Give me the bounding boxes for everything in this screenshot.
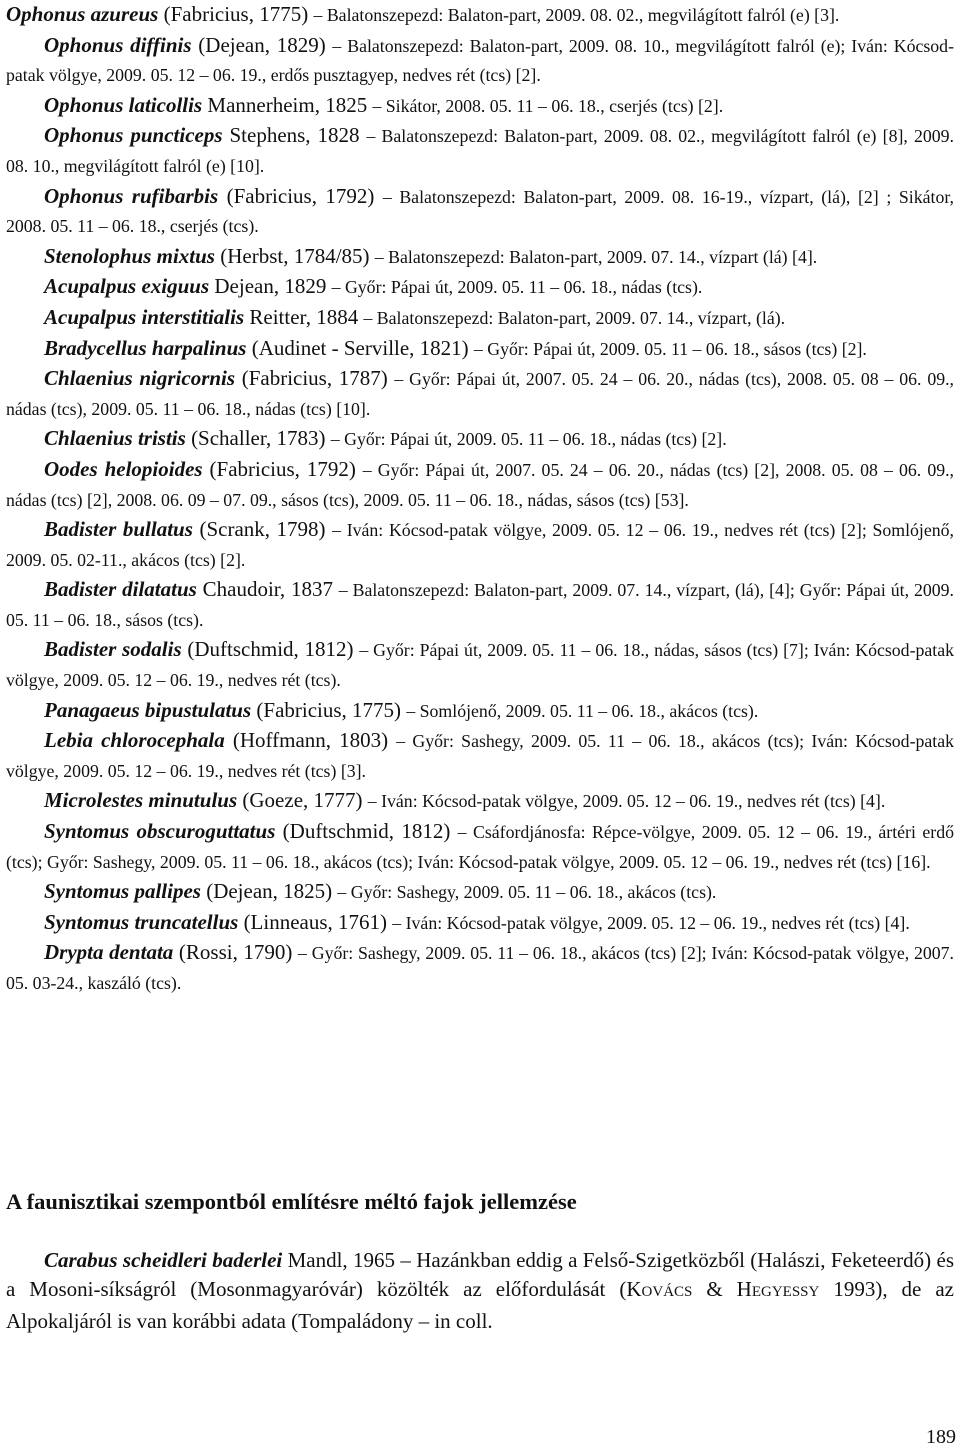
species-author: (Audinet - Serville, 1821) bbox=[246, 335, 474, 360]
species-name: Badister bullatus bbox=[44, 517, 193, 542]
species-name: Acupalpus exiguus bbox=[44, 274, 210, 299]
species-locality: – Győr: Sashegy, 2009. 05. 11 – 06. 18., akácos (tcs). bbox=[337, 882, 717, 903]
species-entry bbox=[6, 575, 954, 635]
species-locality: – Balatonszepezd: Balaton-part, 2009. 07. 14., vízpart (lá) [4]. bbox=[374, 246, 818, 267]
species-author: (Fabricius, 1775) bbox=[251, 697, 407, 722]
species-entry bbox=[6, 91, 954, 122]
species-entry bbox=[6, 726, 954, 786]
species-locality: – Balatonszepezd: Balaton-part, 2009. 08. 10., megvilágított falról (e); Iván: Kócsod-patak völgye, 2009. 05. 12 – 06. 19., erdős pusztagyep, nedves rét (tcs) [2]. bbox=[6, 35, 954, 86]
species-author: (Dejean, 1825) bbox=[200, 879, 338, 904]
species-locality: – Győr: Pápai út, 2007. 05. 24 – 06. 20., nádas (tcs), 2008. 05. 08 – 06. 09., nádas (tcs), 2009. 05. 11 – 06. 18., nádas (tcs) [10]. bbox=[6, 369, 954, 419]
species-name: Drypta dentata bbox=[44, 940, 174, 965]
species-entry bbox=[6, 515, 954, 575]
species-name: Oodes helopioides bbox=[44, 456, 203, 481]
species-name: Lebia chlorocephala bbox=[44, 728, 225, 753]
species-name: Ophonus diffinis bbox=[44, 32, 192, 57]
species-entry bbox=[6, 817, 954, 877]
species-author: (Goeze, 1777) bbox=[237, 788, 368, 813]
species-entry bbox=[6, 303, 954, 334]
species-author: (Fabricius, 1792) bbox=[202, 456, 363, 481]
species-name: Syntomus pallipes bbox=[44, 879, 201, 904]
species-author: (Scrank, 1798) bbox=[192, 517, 333, 542]
species-list bbox=[6, 0, 954, 999]
species-entry bbox=[6, 121, 954, 181]
species-name: Ophonus puncticeps bbox=[44, 123, 223, 148]
species-name: Badister dilatatus bbox=[44, 577, 197, 602]
species-locality: – Balatonszepezd: Balaton-part, 2009. 07. 14., vízpart, (lá), [4]; Győr: Pápai út, 2009. 05. 11 – 06. 18., sásos (tcs). bbox=[6, 580, 954, 630]
species-locality: – Győr: Pápai út, 2009. 05. 11 – 06. 18., nádas (tcs) [2]. bbox=[330, 429, 727, 450]
species-entry bbox=[6, 364, 954, 424]
species-author: (Dejean, 1829) bbox=[191, 32, 333, 57]
species-locality: – Balatonszepezd: Balaton-part, 2009. 08. 16-19., vízpart, (lá), [2] ; Sikátor, 2008. 05. 11 – 06. 18., cserjés (tcs). bbox=[6, 186, 954, 237]
species-locality: – Győr: Pápai út, 2007. 05. 24 – 06. 20., nádas (tcs) [2], 2008. 05. 08 – 06. 09., nádas (tcs) [2], 2008. 06. 09 – 07. 09., sásos (tcs), 2009. 05. 11 – 06. 18., nádas, sásos (tcs) [53]. bbox=[6, 459, 955, 510]
species-author: (Linneaus, 1761) bbox=[238, 909, 393, 934]
species-paragraph bbox=[6, 1246, 954, 1337]
species-author: (Hoffmann, 1803) bbox=[224, 728, 397, 753]
paragraph-text: Mandl, 1965 – Hazánkban eddig a Felső-Szigetközből (Halászi, Feketeerdő) és a Mosoni-síkságról (Mosonmagyaróvár) közölték az előfordulását (K bbox=[6, 1248, 954, 1302]
section-heading: A faunisztikai szempontból említésre méltó fajok jellemzése bbox=[6, 1189, 577, 1214]
species-locality: – Iván: Kócsod-patak völgye, 2009. 05. 12 – 06. 19., nedves rét (tcs) [4]. bbox=[367, 791, 886, 812]
species-name: Panagaeus bipustulatus bbox=[44, 697, 252, 722]
species-locality: – Győr: Pápai út, 2009. 05. 11 – 06. 18., sásos (tcs) [2]. bbox=[473, 338, 867, 359]
species-name: Bradycellus harpalinus bbox=[44, 335, 247, 360]
species-entry bbox=[6, 938, 954, 998]
species-locality: – Győr: Pápai út, 2009. 05. 11 – 06. 18., nádas (tcs). bbox=[331, 277, 703, 298]
species-name: Badister sodalis bbox=[44, 637, 182, 662]
species-entry bbox=[6, 272, 954, 303]
species-locality: – Győr: Sashegy, 2009. 05. 11 – 06. 18., akácos (tcs) [2]; Iván: Kócsod-patak völgye, 2007. 05. 03-24., kaszáló (tcs). bbox=[6, 943, 954, 993]
species-author: (Duftschmid, 1812) bbox=[275, 819, 458, 844]
species-author: (Fabricius, 1787) bbox=[235, 366, 395, 391]
species-entry bbox=[6, 455, 954, 515]
species-entry bbox=[6, 334, 954, 365]
species-locality: – Somlójenő, 2009. 05. 11 – 06. 18., akácos (tcs). bbox=[406, 700, 759, 721]
species-author: (Herbst, 1784/85) bbox=[214, 243, 375, 268]
species-name: Syntomus truncatellus bbox=[44, 909, 239, 934]
species-locality: – Balatonszepezd: Balaton-part, 2009. 07. 14., vízpart, (lá). bbox=[363, 307, 786, 328]
species-entry bbox=[6, 182, 954, 242]
species-name: Ophonus azureus bbox=[6, 2, 159, 26]
species-locality: – Iván: Kócsod-patak völgye, 2009. 05. 12 – 06. 19., nedves rét (tcs) [4]. bbox=[392, 912, 910, 933]
species-author: (Rossi, 1790) bbox=[173, 940, 299, 965]
species-entry bbox=[6, 877, 954, 908]
species-author: Stephens, 1828 bbox=[222, 123, 367, 148]
species-entry bbox=[6, 635, 954, 695]
species-entry bbox=[6, 908, 954, 939]
species-author: (Duftschmid, 1812) bbox=[181, 637, 360, 662]
species-name: Stenolophus mixtus bbox=[44, 243, 215, 268]
species-locality: – Győr: Pápai út, 2009. 05. 11 – 06. 18., nádas, sásos (tcs) [7]; Iván: Kócsod-patak völgye, 2009. 05. 12 – 06. 19., nedves rét (tcs). bbox=[6, 640, 954, 691]
species-name: Acupalpus interstitialis bbox=[44, 304, 245, 329]
species-locality: – Balatonszepezd: Balaton-part, 2009. 08. 02., megvilágított falról (e) [3]. bbox=[313, 5, 840, 25]
species-name: Syntomus obscuroguttatus bbox=[44, 819, 276, 844]
species-name: Chlaenius nigricornis bbox=[44, 366, 236, 391]
species-locality: – Iván: Kócsod-patak völgye, 2009. 05. 12 – 06. 19., nedves rét (tcs) [2]; Somlójenő, 2009. 05. 02-11., akácos (tcs) [2]. bbox=[6, 520, 954, 570]
page-number: 189 bbox=[926, 1426, 956, 1448]
species-author: Reitter, 1884 bbox=[244, 304, 364, 329]
species-entry bbox=[6, 786, 954, 817]
species-author: Mannerheim, 1825 bbox=[202, 92, 373, 117]
species-locality: – Győr: Sashegy, 2009. 05. 11 – 06. 18., akácos (tcs); Iván: Kócsod-patak völgye, 2009. 05. 12 – 06. 19., nedves rét (tcs) [3]. bbox=[6, 731, 954, 781]
author-smallcaps: OVÁCS bbox=[641, 1284, 693, 1301]
species-locality: – Csáfordjánosfa: Répce-völgye, 2009. 05. 12 – 06. 19., ártéri erdő (tcs); Győr: Sashegy, 2009. 05. 11 – 06. 18., akácos (tcs); Iván: Kócsod-patak völgye, 2009. 05. 12 – 06. 19., nedves rét (tcs) [16]. bbox=[6, 822, 954, 872]
species-locality: – Sikátor, 2008. 05. 11 – 06. 18., cserjés (tcs) [2]. bbox=[372, 95, 724, 116]
species-author: (Schaller, 1783) bbox=[185, 426, 331, 451]
species-entry bbox=[6, 424, 954, 455]
species-author: Chaudoir, 1837 bbox=[196, 577, 339, 602]
paragraph-text: 1993), de az Alpokaljáról is van korábbi adata (Tompaládony – in coll. bbox=[6, 1277, 954, 1334]
species-name: Chlaenius tristis bbox=[44, 426, 186, 451]
species-author: (Fabricius, 1792) bbox=[218, 183, 383, 208]
species-name: Microlestes minutulus bbox=[44, 788, 238, 813]
species-name: Carabus scheidleri baderlei bbox=[44, 1248, 283, 1272]
species-entry bbox=[6, 242, 954, 273]
paragraph-text: & H bbox=[692, 1277, 752, 1302]
species-name: Ophonus rufibarbis bbox=[44, 183, 219, 208]
species-entry bbox=[6, 0, 954, 31]
species-entry bbox=[6, 696, 954, 727]
author-smallcaps: EGYESSY bbox=[751, 1284, 820, 1301]
species-author: Dejean, 1829 bbox=[209, 274, 332, 299]
species-author: (Fabricius, 1775) bbox=[158, 2, 314, 26]
species-locality: – Balatonszepezd: Balaton-part, 2009. 08. 02., megvilágított falról (e) [8], 2009. 08. 10., megvilágított falról (e) [10]. bbox=[6, 126, 954, 176]
species-name: Ophonus laticollis bbox=[44, 92, 203, 117]
species-entry bbox=[6, 31, 954, 91]
